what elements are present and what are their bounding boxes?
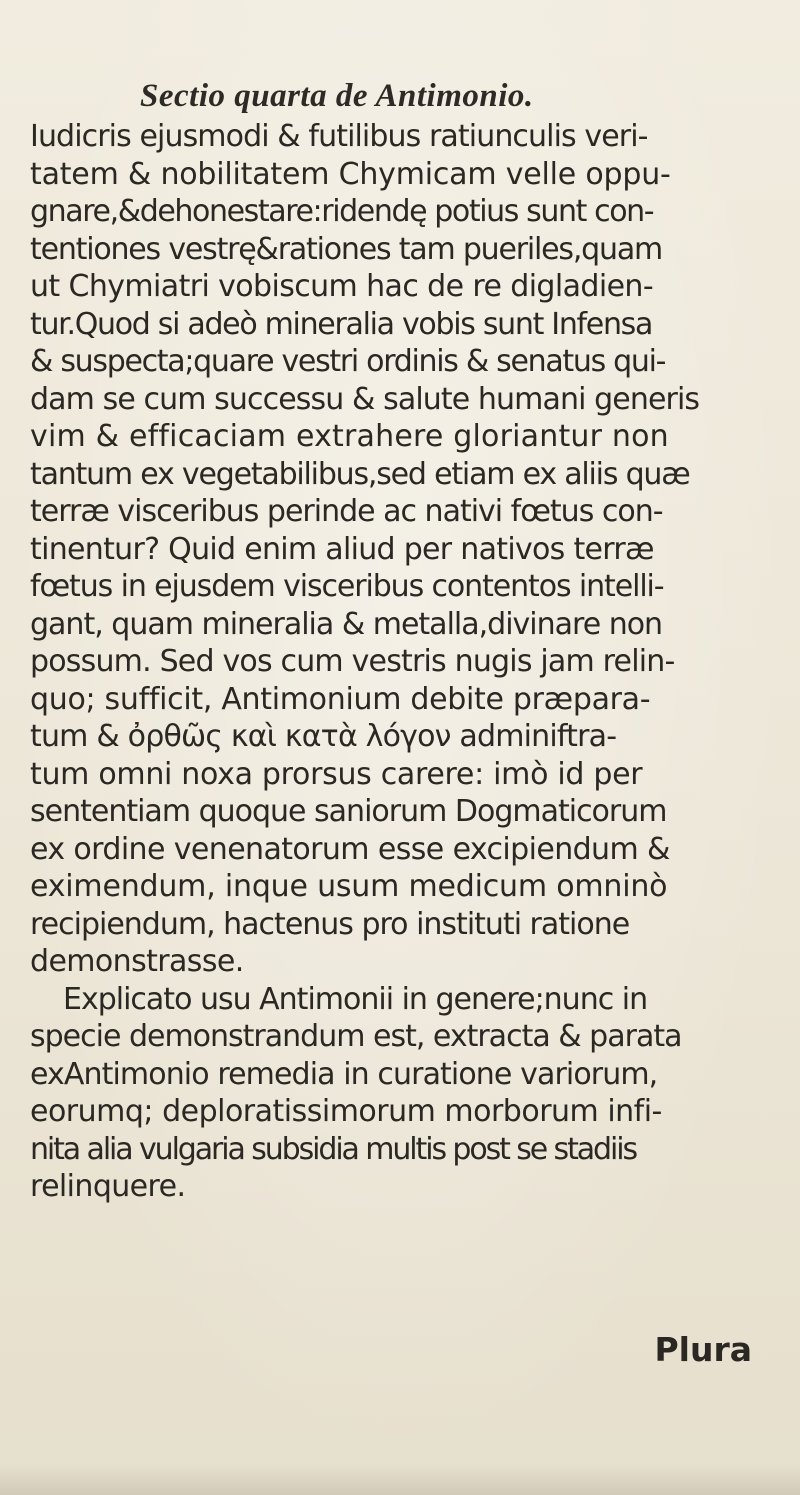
text-line: Iudicris ejusmodi & futilibus ratiunculis veri-	[30, 119, 648, 154]
text-line: fœtus in ejusdem visceribus contentos intelli-	[30, 569, 664, 604]
text-line: relinquere.	[30, 1169, 186, 1204]
body-text	[30, 118, 790, 1206]
text-line: tinentur? Quid enim aliud per nativos terræ	[30, 531, 654, 567]
text-line: gnare,&dehonestare:ridendę potius sunt con-	[30, 194, 654, 229]
text-line: terræ visceribus perinde ac nativi fœtus con-	[30, 494, 663, 529]
text-line: ut Chymiatri vobiscum hac de re digladien-	[30, 269, 654, 304]
text-line: eximendum, inque usum medicum omninò	[30, 869, 668, 904]
page-edge-shadow	[0, 1465, 800, 1495]
text-line: nita alia vulgaria subsidia multis post se stadiis	[30, 1131, 636, 1167]
text-line: gant, quam mineralia & metalla,divinare non	[30, 606, 663, 642]
text-line: tentiones vestrę&rationes tam pueriles,quam	[30, 231, 663, 267]
text-line: recipiendum, hactenus pro instituti ratione	[30, 906, 630, 942]
text-line: specie demonstrandum est, extracta & parata	[30, 1019, 682, 1054]
text-line: tur.Quod si adeò mineralia vobis sunt Infensa	[30, 306, 653, 342]
text-line: tantum ex vegetabilibus,sed etiam ex aliis quæ	[30, 456, 690, 492]
text-line: possum. Sed vos cum vestris nugis jam relin-	[30, 644, 675, 679]
running-head: Sectio quarta de Antimonio.	[140, 78, 534, 114]
text-line: dam se cum successu & salute humani generis	[30, 381, 700, 417]
text-line: Explicato usu Antimonii in genere;nunc in	[63, 981, 648, 1017]
text-line: tatem & nobilitatem Chymicam velle oppu-	[30, 156, 671, 192]
text-line: quo; sufficit, Antimonium debite præpara-	[30, 681, 651, 717]
text-line: vim & efficaciam extrahere gloriantur non	[30, 419, 669, 454]
text-line: eorumq; deploratissimorum morborum infi-	[30, 1094, 662, 1129]
text-line: demonstrasse.	[30, 944, 244, 979]
text-line: exAntimonio remedia in curatione variorum,	[30, 1056, 658, 1092]
text-line: & suspecta;quare vestri ordinis & senatus qui-	[30, 344, 666, 379]
text-line: ex ordine venenatorum esse excipiendum &	[30, 831, 670, 867]
text-line: tum omni noxa prorsus carere: imò id per	[30, 756, 643, 792]
text-line: tum & ὀρθῶς καὶ κατὰ λόγον adminiftra-	[30, 719, 617, 754]
catchword: Plura	[654, 1330, 752, 1369]
text-line: sententiam quoque saniorum Dogmaticorum	[30, 794, 667, 829]
